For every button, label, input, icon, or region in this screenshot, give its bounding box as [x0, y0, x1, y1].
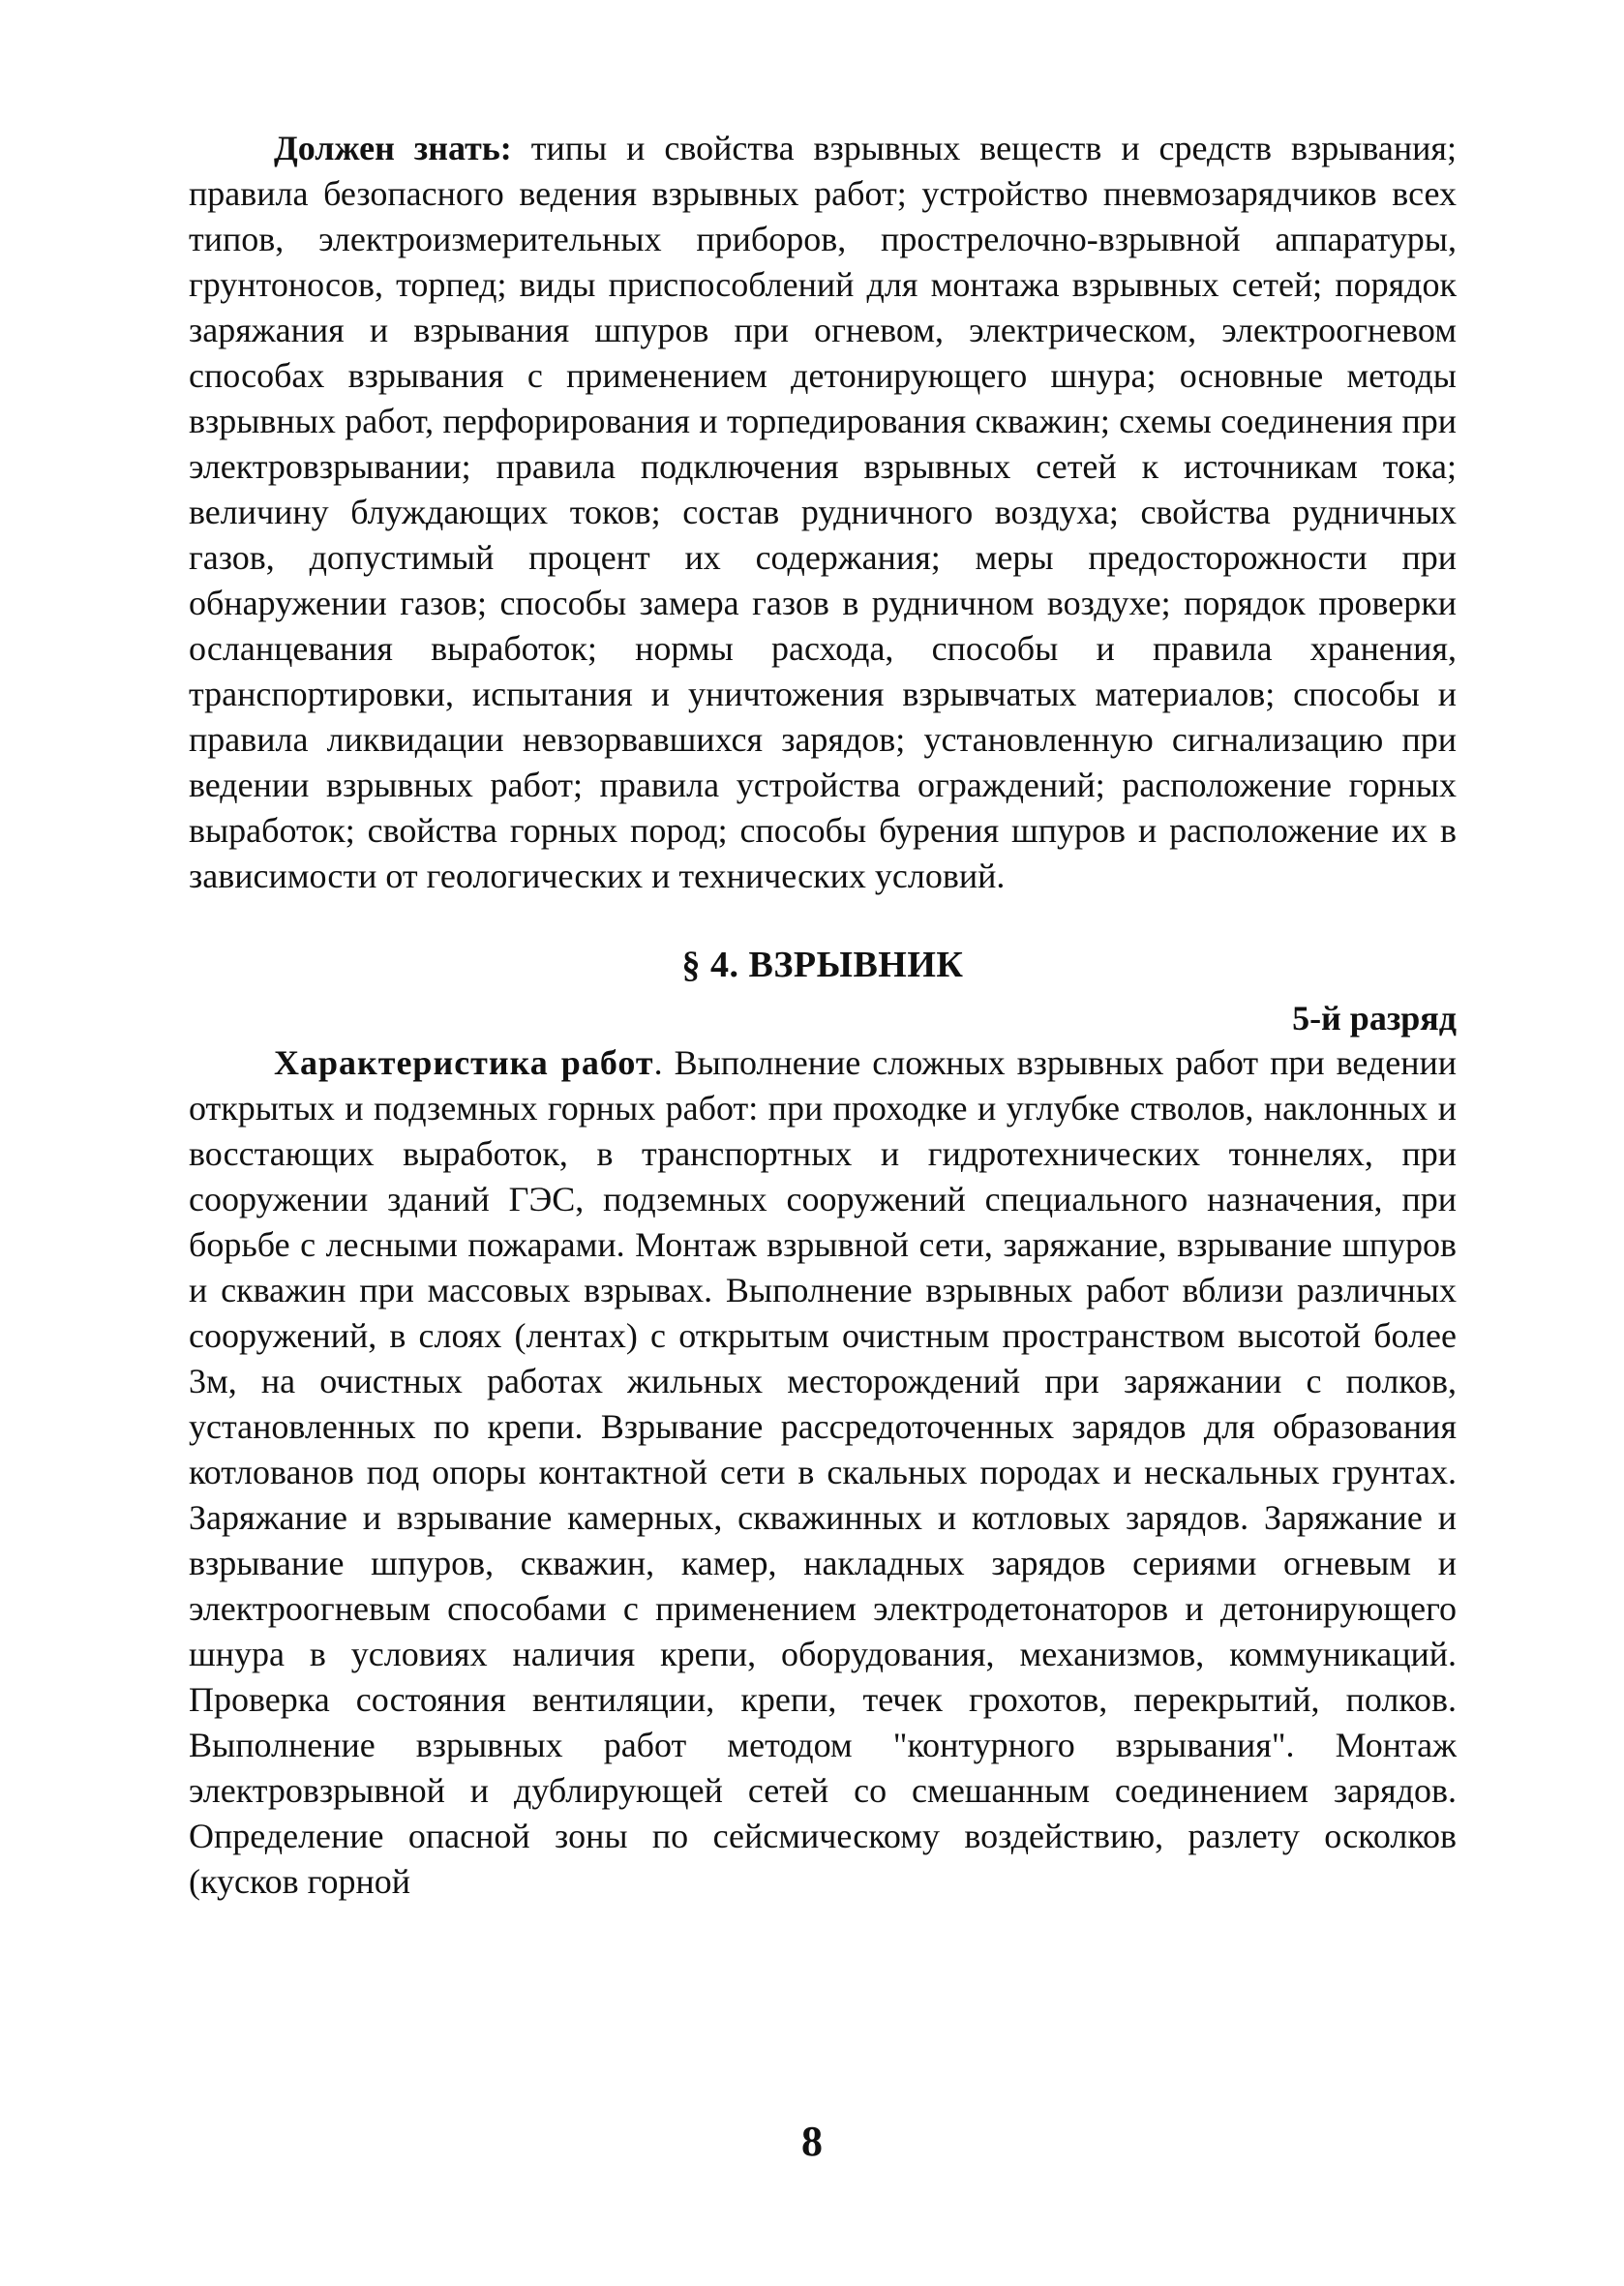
job-description-paragraph — [189, 1040, 1457, 1905]
page-number: 8 — [801, 2118, 823, 2165]
must-know-label: Должен знать: — [274, 129, 512, 167]
must-know-text: типы и свойства взрывных веществ и средств взрывания; правила безопасного ведения взрывных работ; устройство пневмозарядчиков всех типов, электроизмерительных приборов, прострелочно-взрывной аппаратуры, грунтоносов, торпед; виды приспособлений для монтажа взрывных сетей; порядок заряжания и взрывания шпуров при огневом, электрическом, электроогневом способах взрывания с применением детонирующего шнура; основные методы взрывных работ, перфорирования и торпедирования скважин; схемы соединения при электровзрывании; правила подключения взрывных сетей к источникам тока; величину блуждающих токов; состав рудничного воздуха; свойства рудничных газов, допустимый процент их содержания; меры предосторожности при обнаружении газов; способы замера газов в рудничном воздухе; порядок проверки осланцевания выработок; нормы расхода, способы и правила хранения, транспортировки, испытания и уничтожения взрывчатых материалов; способы и правила ликвидации невзорвавшихся зарядов; установленную сигнализацию при ведении взрывных работ; правила устройства ограждений; расположение горных выработок; свойства горных пород; способы бурения шпуров и расположение их в зависимости от геологических и технических условий. — [189, 129, 1457, 895]
section-title: § 4. ВЗРЫВНИК — [681, 945, 964, 985]
job-description-text: . Выполнение сложных взрывных работ при ведении открытых и подземных горных работ: при проходке и углубке стволов, наклонных и восстающих выработок, в транспортных и гидротехнических тоннелях, при сооружении зданий ГЭС, подземных сооружений специального назначения, при борьбе с лесными пожарами. Монтаж взрывной сети, заряжание, взрывание шпуров и скважин при массовых взрывах. Выполнение взрывных работ вблизи различных сооружений, в слоях (лентах) с открытым очистным пространством высотой более 3м, на очистных работах жильных месторождений при заряжании с полков, установленных по крепи. Взрывание рассредоточенных зарядов для образования котлованов под опоры контактной сети в скальных породах и нескальных грунтах. Заряжание и взрывание камерных, скважинных и котловых зарядов. Заряжание и взрывание шпуров, скважин, камер, накладных зарядов сериями огневым и электроогневым способами с применением электродетонаторов и детонирующего шнура в условиях наличия крепи, оборудования, механизмов, коммуникаций. Проверка состояния вентиляции, крепи, течек грохотов, перекрытий, полков. Выполнение взрывных работ методом "контурного взрывания". Монтаж электровзрывной и дублирующей сетей со смешанным соединением зарядов. Определение опасной зоны по сейсмическому воздействию, разлету осколков (кусков горной — [189, 1043, 1458, 1901]
document-page — [189, 126, 1457, 1905]
must-know-paragraph — [189, 126, 1457, 899]
job-description-label: Характеристика работ — [274, 1043, 654, 1082]
grade-label: 5-й разряд — [1292, 999, 1457, 1038]
